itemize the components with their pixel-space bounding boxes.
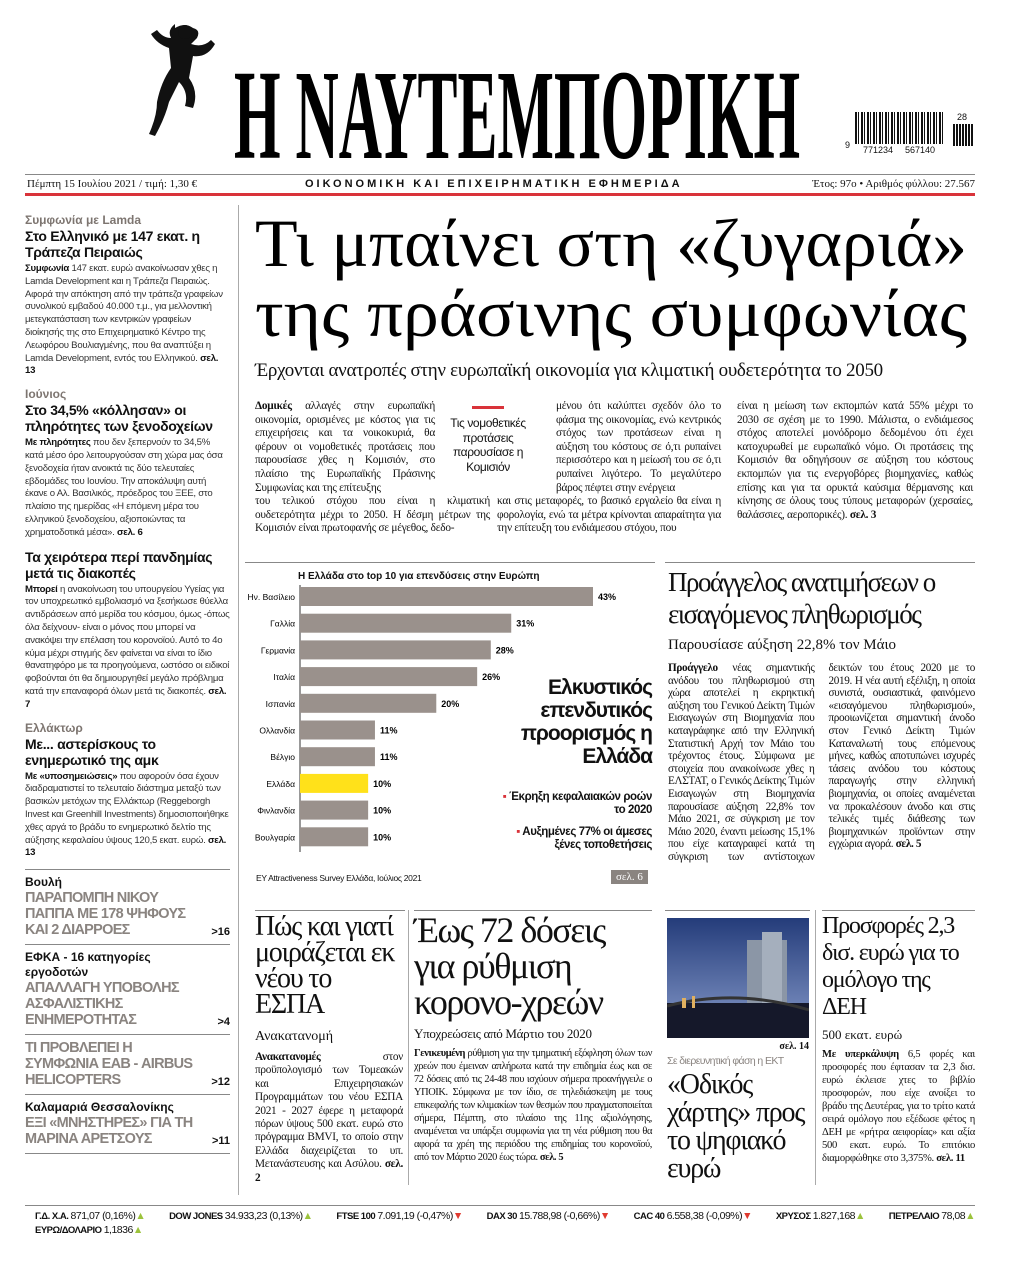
ticker-item	[169, 1210, 313, 1222]
ticker-value: 34.933,23 (0,13%)	[224, 1210, 303, 1222]
debts-body	[414, 1047, 652, 1164]
arrow-up-icon: ▲	[855, 1210, 865, 1222]
left-story-lamda[interactable]	[25, 213, 230, 378]
left-story-pandemic[interactable]	[25, 549, 230, 712]
bullet-text: Έκρηξη κεφαλαιακών ροών το 2020	[509, 791, 652, 816]
bar-1	[300, 614, 511, 633]
issue-info: Έτος: 97ο • Αριθμός φύλλου: 27.567	[812, 178, 975, 190]
ticker-item	[487, 1210, 610, 1222]
page-ref[interactable]: σελ. 6	[611, 870, 648, 884]
debts-story	[414, 912, 652, 1164]
value-label: 10%	[373, 805, 392, 816]
ticker-name: ΠΕΤΡΕΛΑΙΟ	[888, 1211, 942, 1222]
debts-headline[interactable]: Έως 72 δόσεις για ρύθμιση κορονο-χρεών	[414, 910, 605, 1022]
ticker-item	[35, 1224, 143, 1236]
category-label: Βέλγιο	[270, 752, 295, 763]
brief-item[interactable]	[25, 1094, 230, 1154]
main-col2: μένου ότι καλύπτει σχεδόν όλο το φάσμα της οικονομίας, ενώ κεντρικός στόχος των προτάσεων είναι η αύξηση του κόστους σε ό,τι ρυπαίνει περισσότερο και η μείωσή του σε ό,τι ρυπαίνει λιγότερο. Το μεγαλύτερο βάρος πέφτει στην ενέργεια	[556, 400, 721, 494]
main-subtitle: Έρχονται ανατροπές στην ευρωπαϊκή οικονομία για κλιματική ουδετερότητα το 2050	[255, 360, 883, 381]
story-title[interactable]: Με... αστερίσκους το ενημερωτικό της αμκ	[25, 735, 159, 768]
value-label: 11%	[379, 752, 398, 763]
bar-8	[300, 801, 368, 820]
red-divider	[25, 193, 975, 196]
story-title[interactable]: Στο 34,5% «κόλλησαν» οι πληρότητες των ξενοδοχείων	[25, 402, 213, 435]
ticker-name: Γ.Δ. Χ.Α.	[35, 1211, 71, 1222]
brief-title[interactable]: ΤΙ ΠΡΟΒΛΕΠΕΙ Η ΣΥΜΦΩΝΙΑ ΕΑΒ - AIRBUS HELICOPTERS	[25, 1040, 193, 1089]
category-label: Γερμανία	[260, 645, 295, 656]
lead-word: Γενικευμένη	[414, 1048, 465, 1059]
brief-title[interactable]: ΑΠΑΛΛΑΓΗ ΥΠΟΒΟΛΗΣ ΑΣΦΑΛΙΣΤΙΚΗΣ ΕΝΗΜΕΡΟΤΗΤΑΣ	[25, 980, 179, 1029]
brief-head: Καλαμαριά Θεσσαλονίκης	[25, 1100, 174, 1115]
headline-line: Τι μπαίνει στη «ζυγαριά»	[255, 210, 967, 281]
story-body: η ανακοίνωση του υπουργείου Υγείας για τον υποχρεωτικό εμβολιασμό να ξεσήκωσε θύελλα αντιδράσεων από μερίδα του κόσμου, όμως -όπως όλα δείχνουν- είναι ο μόνος που μπορεί να ανακόψει την επέλαση του κορονοϊού. Αυτό το 4ο κύμα μέχρι στιγμής δεν φαίνεται να είναι το ίδιο θανατηφόρο με τα προηγούμενα, ωστόσο οι ειδικοί φοβούνται ότι θα δημιουργηθεί μεγάλο πρόβλημα κατά την επαναφορά όλων μετά τις διακοπές.	[25, 583, 230, 697]
value-label: 26%	[482, 672, 501, 683]
main-col1b: του τελικού στόχου που είναι η κλιματική ουδετερότητα μέχρι το 2050. Η δέσμη μέτρων της Κομισιόν είναι πρωτοφανής σε μέγεθος, δεδο-	[255, 495, 490, 535]
bar-3	[300, 667, 477, 686]
value-label: 31%	[516, 618, 535, 629]
category-label: Ελλάδα	[266, 778, 295, 789]
story-tag: Ελλάκτωρ	[25, 720, 83, 735]
masthead-title: Η ΝΑΥΤΕΜΠΟΡΙΚΗ	[234, 44, 800, 168]
story-body: που αφορούν όσα έχουν διαδραματιστεί το τελευταίο διάστημα μεταξύ των βασικών μετόχων της Ελλάκτωρ (Reggeborgh Invest και Greenhill Investments) δημοσιοποιήθηκε χθες αργά το βράδυ το ενημερωτικό δελτίο της αύξησης κεφαλαίου ύψους 120,5 εκατ. ευρώ.	[25, 770, 229, 846]
body-text: είναι η μείωση των εκπομπών κατά 55% μέχρι το 2030 σε σχέση με το 1990. Μάλιστα, ο ενδιάμεσος στόχος αποτελεί μονόδρομο δεδομένου ότι έχει κατοχυρωθεί με ευρωπαϊκό νόμο. Οι προτάσεις της Κομισιόν θα οδηγήσουν σε αύξηση του κόστους εκπομπών για τις ενεργοβόρες βιομηχανίες, καθώς επίσης και για τα ορυκτά καύσιμα θέρμανσης και κίνησης σε όλους τους τύπους μεταφορών (χερσαίες, θαλάσσιες, αεροπορικές).	[737, 400, 973, 521]
espa-body	[255, 1051, 403, 1185]
page-ref: σελ. 11	[936, 1153, 965, 1164]
page-ref: >12	[211, 1076, 230, 1089]
pull-quote-box	[440, 400, 536, 474]
bar-0	[300, 587, 593, 606]
page-ref: σελ. 14	[779, 1041, 809, 1052]
arrow-up-icon: ▲	[965, 1210, 975, 1222]
category-label: Ιταλία	[273, 672, 295, 683]
main-col3	[737, 400, 973, 522]
category-label: Ολλανδία	[259, 725, 295, 736]
page-ref: σελ. 13	[25, 834, 227, 859]
category-label: Γαλλία	[270, 618, 295, 629]
page-ref: σελ. 3	[849, 508, 877, 521]
page-ref: σελ. 6	[116, 526, 143, 538]
lead-word: Μπορεί	[25, 583, 58, 595]
bullet-text: Αυξημένες 77% οι άμεσες ξένες τοποθετήσεις	[522, 826, 652, 851]
bar-7	[300, 774, 368, 793]
brief-item[interactable]	[25, 944, 230, 1034]
dei-headline[interactable]: Προσφορές 2,3 δισ. ευρώ για το ομόλογο της ΔΕΗ	[822, 913, 959, 1020]
story-title[interactable]: Τα χειρότερα περί πανδημίας μετά τις διακοπές	[25, 548, 213, 581]
brief-title[interactable]: ΠΑΡΑΠΟΜΠΗ ΝΙΚΟΥ ΠΑΠΠΑ ΜΕ 178 ΨΗΦΟΥΣ ΚΑΙ 2 ΔΙΑΡΡΟΕΣ	[25, 890, 186, 939]
value-label: 10%	[373, 778, 392, 789]
story-body: που δεν ξεπερνούν το 34,5% κατά μέσο όρο λειτουργούσαν στη χώρα μας όσα ξενοδοχεία ήταν ανοικτά τις δύο τελευταίες εβδομάδες του Ιουνίου. Την αποκάλυψη αυτή έκανε ο Αλ. Βασιλικός, πρόεδρος του ΞΕΕ, στο πλαίσιο της ημερίδας «Η επόμενη μέρα του ελληνικού ξενοδοχείου, αξιοποιώντας τα χρηματοδοτικά μέσα».	[25, 437, 223, 538]
main-article-left	[255, 400, 721, 536]
barcode-digits: 771234	[863, 145, 894, 155]
barcode-addon: 28	[957, 112, 968, 122]
arrow-down-icon: ▼	[452, 1210, 463, 1222]
ticker-name: DOW JONES	[169, 1211, 225, 1222]
ticker-value: 6.558,38 (-0,09%)	[666, 1210, 743, 1222]
espa-subtitle: Ανακατανομή	[255, 1029, 334, 1044]
lead-word: Με πληρότητες	[25, 437, 91, 449]
chart-bullet: ▪ Έκρηξη κεφαλαιακών ροών το 2020	[502, 791, 652, 816]
body-text: νέας σημαντικής ανόδου του πληθωρισμού στη χώρα αποτελεί η εκρηκτική αύξηση του Γενικού Δείκτη Τιμών Εισαγωγών στη Βιομηχανία που καταγράφηκε από την Ελληνική Στατιστική Αρχή τον Μάιο του τρέχοντος έτους. Σύμφωνα με στοιχεία που ανακοίνωσε χθες η ΕΛΣΤΑΤ, ο Γενικός Δείκτης Τιμών Εισαγωγών στη Βιομηχανία παρουσίασε αύξηση 22,8% τον Μάιο 2021, σε σύγκριση με τον Μάιο 2020, έναντι μείωσης 15,1% που είχε καταγραφεί κατά τη σύγκριση των αντίστοιχων δεικτών του έτους 2020 με το 2019. Η νέα αυτή εξέλιξη, η οποία συνιστά, ουσιαστικά, φαινόμενο «εισαγόμενου πληθωρισμού», προοιωνίζεται σημαντική άνοδο στον Γενικό Δείκτη Τιμών Καταναλωτή τους επόμενους μήνες, καθώς αποτυπώνει ισχυρές τάσεις ανόδου του κόστους παραγωγής στην ελληνική βιομηχανία, οι οποίες αναμένεται να προκαλέσουν άνοδο και στις τελικές τιμές διάθεσης των βιομηχανικών προϊόντων στην εγχώρια αγορά.	[668, 662, 975, 863]
value-label: 11%	[379, 725, 398, 736]
lead-word: Προάγγελο	[668, 662, 718, 674]
column-divider	[238, 205, 239, 1195]
story-body: 147 εκατ. ευρώ ανακοίνωσαν χθες η Lamda Development και η Τράπεζα Πειραιώς. Αφορά την απόκτηση από την τράπεζα γραφείων συνολικού εμβαδού 40.000 τ.μ., για μελλοντική μετεγκατάσταση των κεντρικών γραφείων διοίκησής της στο Επιχειρηματικό Κέντρο της Λεωφόρου Βουλιαγμένης, που θα αναπτύξει η Lamda Development, εντός του Ελληνικού.	[25, 263, 223, 364]
espa-story	[255, 911, 403, 1185]
ticker-name: ΧΡΥΣΟΣ	[775, 1211, 813, 1222]
arrow-down-icon: ▼	[599, 1210, 610, 1222]
ticker-name: FTSE 100	[336, 1211, 378, 1222]
bar-2	[300, 640, 491, 659]
story-tag: Συμφωνία με Lamda	[25, 213, 142, 227]
lead-word: Συμφωνία	[25, 263, 70, 274]
inflation-story	[668, 566, 975, 864]
lead-word: Ανακατανομές	[255, 1051, 321, 1063]
main-headline[interactable]	[255, 210, 970, 352]
dei-story	[822, 913, 975, 1165]
date-price: Πέμπτη 15 Ιουλίου 2021 / τιμή: 1,30 €	[27, 178, 198, 190]
divider	[25, 174, 975, 175]
body-text: αλλαγές στην ευρωπαϊκή οικονομία, ορισμένες με κόστος για τις επιχειρήσεις και τα νοικοκυριά, θα φέρουν οι νομοθετικές προτάσεις που παρουσίασε χθες η Κομισιόν, στο πλαίσιο της Ευρωπαϊκής Πράσινης Συμφωνίας και της επίτευξης	[255, 400, 435, 494]
brief-item[interactable]	[25, 1034, 230, 1094]
left-story-hotels[interactable]	[25, 387, 230, 539]
bar-5	[300, 721, 375, 740]
brief-title[interactable]: ΕΞΙ «ΜΝΗΣΤΗΡΕΣ» ΓΙΑ ΤΗ ΜΑΡΙΝΑ ΑΡΕΤΣΟΥΣ	[25, 1115, 193, 1148]
brief-head: Βουλή	[25, 875, 62, 890]
ticker-name: DAX 30	[486, 1211, 519, 1222]
category-label: Φινλανδία	[257, 805, 295, 816]
espa-headline[interactable]: Πώς και γιατί μοιράζεται εκ νέου το ΕΣΠΑ	[255, 911, 395, 1020]
page-ref: >11	[211, 1135, 230, 1148]
lead-word: Δομικές	[255, 400, 292, 412]
category-label: Ην. Βασίλειο	[247, 592, 295, 602]
body-text: ρύθμιση για την τμηματική εξόφληση όλων των χρεών που έμειναν απλήρωτα κατά την επιδημία έως και σε 72 δόσεις από τις 24-48 που ισχύουν σήμερα προανήγγειλε ο ΥΠΟΙΚ. Σύμφωνα με τον ίδιο, σε τηλεδιάσκεψη με τους επικεφαλής των κλιμακίων των θεσμών που πραγματοποιείται σήμερα, Πέμπτη, στο πλαίσιο της 11ης αξιολόγησης, αναμένεται να υπάρξει συμφωνία για τη νέα ρύθμιση που θα αφορά τα χρέη της περιόδου της επιδημίας του κορονοϊού, από τον Μάρτιο 2020 έως τώρα.	[414, 1048, 652, 1163]
value-label: 20%	[441, 698, 460, 709]
barcode	[845, 112, 975, 162]
value-label: 43%	[598, 592, 617, 602]
ticker-value: 7.091,19 (-0,47%)	[377, 1210, 453, 1222]
page-ref: σελ. 13	[25, 352, 219, 377]
left-story-ellaktor[interactable]	[25, 721, 230, 861]
arrow-up-icon: ▲	[135, 1210, 146, 1222]
arrow-up-icon: ▲	[302, 1210, 313, 1222]
page-ref: >16	[211, 926, 230, 939]
value-label: 10%	[373, 832, 392, 843]
headline-line: της πράσινης συμφωνίας	[255, 275, 968, 351]
body-text: 6,5 φορές και προσφορές που έφτασαν τα 2,3 δισ. ευρώ έκλεισε χτες το βιβλίο προσφορών, που είχε ανοίξει το βράδυ της Δευτέρας, για το τρίτο κατά σειρά ομόλογο που εξέδωσε φέτος η ΔΕΗ με «ρήτρα αειφορίας» και αξία 500 εκατ. ευρώ. Το επιτόκιο διαμορφώθηκε στο 3,375%.	[822, 1049, 975, 1164]
page-ref: σελ. 7	[25, 685, 227, 710]
brief-item[interactable]	[25, 869, 230, 944]
tagline: ΟΙΚΟΝΟΜΙΚΗ ΚΑΙ ΕΠΙΧΕΙΡΗΜΑΤΙΚΗ ΕΦΗΜΕΡΙΔΑ	[305, 178, 683, 190]
ticker-value: 1,1836	[103, 1224, 133, 1236]
ticker-value: 871,07 (0,16%)	[70, 1210, 136, 1222]
inflation-body	[668, 662, 975, 864]
ticker-value: 78,08	[941, 1210, 966, 1222]
bar-6	[300, 747, 375, 766]
main-col2b: και στις μεταφορές, το βασικό εργαλείο θα είναι η φορολογία, ενώ τα μέτρα κρίνονται απαραίτητα για την επίτευξη του ενδιάμεσου στόχου, που	[497, 495, 721, 535]
page-ref: σελ. 2	[255, 1158, 403, 1184]
dei-body	[822, 1048, 975, 1165]
body-text: στον προϋπολογισμό των Τομεακών και Επιχειρησιακών Προγραμμάτων του νέου ΕΣΠΑ 2021 - 2027 έφερε η μεταφορά πόρων ύψους 500 εκατ. ευρώ στο πρόγραμμα BMVI, το οποίο στην Ελλάδα διαχειρίζεται το υπ. Μετανάστευσης και Ασύλου.	[255, 1051, 403, 1171]
inflation-headline[interactable]: Προάγγελος ανατιμήσεων ο εισαγόμενος πληθωρισμός	[668, 567, 935, 629]
debts-subtitle: Υποχρεώσεις από Μάρτιο του 2020	[414, 1026, 592, 1041]
ecb-photo	[667, 918, 809, 1038]
red-accent	[472, 406, 504, 409]
ecb-story	[667, 918, 809, 1183]
left-column	[25, 213, 230, 1154]
ticker-item	[634, 1210, 752, 1222]
page-ref: σελ. 5	[895, 838, 922, 851]
arrow-down-icon: ▼	[742, 1210, 753, 1222]
ticker-item	[336, 1210, 462, 1222]
brief-head: ΕΦΚΑ - 16 κατηγορίες εργοδοτών	[25, 950, 151, 980]
barcode-digit: 9	[845, 140, 851, 150]
bar-9	[300, 827, 368, 846]
barcode-digits: 567140	[905, 145, 936, 155]
inflation-subtitle: Παρουσίασε αύξηση 22,8% τον Μάιο	[668, 637, 897, 653]
page-ref: σελ. 5	[539, 1152, 564, 1163]
market-ticker	[35, 1210, 975, 1236]
arrow-up-icon: ▲	[132, 1224, 143, 1236]
page-ref: >4	[217, 1016, 230, 1029]
ticker-value: 15.788,98 (-0,66%)	[519, 1210, 600, 1222]
chart-headline: Ελκυστικός επενδυτικός προορισμός η Ελλάδα	[520, 676, 652, 768]
bar-4	[300, 694, 436, 713]
ticker-item	[776, 1210, 865, 1222]
ticker-item	[889, 1210, 975, 1222]
lead-word: Με υπερκάλυψη	[822, 1049, 899, 1060]
chart-bullet: ▪ Αυξημένες 77% οι άμεσες ξένες τοποθετήσεις	[516, 826, 652, 851]
category-label: Ισπανία	[265, 698, 295, 709]
pull-quote: Τις νομοθετικές προτάσεις παρουσίασε η Κομισιόν	[450, 416, 526, 474]
story-tag: Ιούνιος	[25, 387, 67, 402]
chart-source: EY Attractiveness Survey Ελλάδα, Ιούλιος 2021	[256, 873, 422, 883]
main-col1	[255, 400, 435, 495]
briefs	[25, 869, 230, 1154]
story-title[interactable]: Στο Ελληνικό με 147 εκατ. η Τράπεζα Πειραιώς	[25, 228, 200, 260]
category-label: Βουλγαρία	[254, 832, 295, 843]
hermes-logo	[135, 20, 225, 170]
ticker-name: CAC 40	[633, 1211, 667, 1222]
ecb-headline[interactable]: «Οδικός χάρτης» προς το ψηφιακό ευρώ	[667, 1069, 805, 1184]
ticker-value: 1.827,168	[812, 1210, 856, 1222]
ticker-item	[35, 1210, 145, 1222]
masthead	[234, 40, 804, 168]
dei-subtitle: 500 εκατ. ευρώ	[822, 1027, 903, 1042]
ecb-tag: Σε διερευνητική φάση η ΕΚΤ	[667, 1055, 784, 1067]
ticker-name: ΕΥΡΩ/ΔΟΛΑΡΙΟ	[35, 1225, 104, 1236]
lead-word: Με «υποσημειώσεις»	[25, 770, 118, 782]
chart-title: Η Ελλάδα στο top 10 για επενδύσεις στην Ευρώπη	[298, 571, 540, 582]
value-label: 28%	[495, 645, 514, 656]
